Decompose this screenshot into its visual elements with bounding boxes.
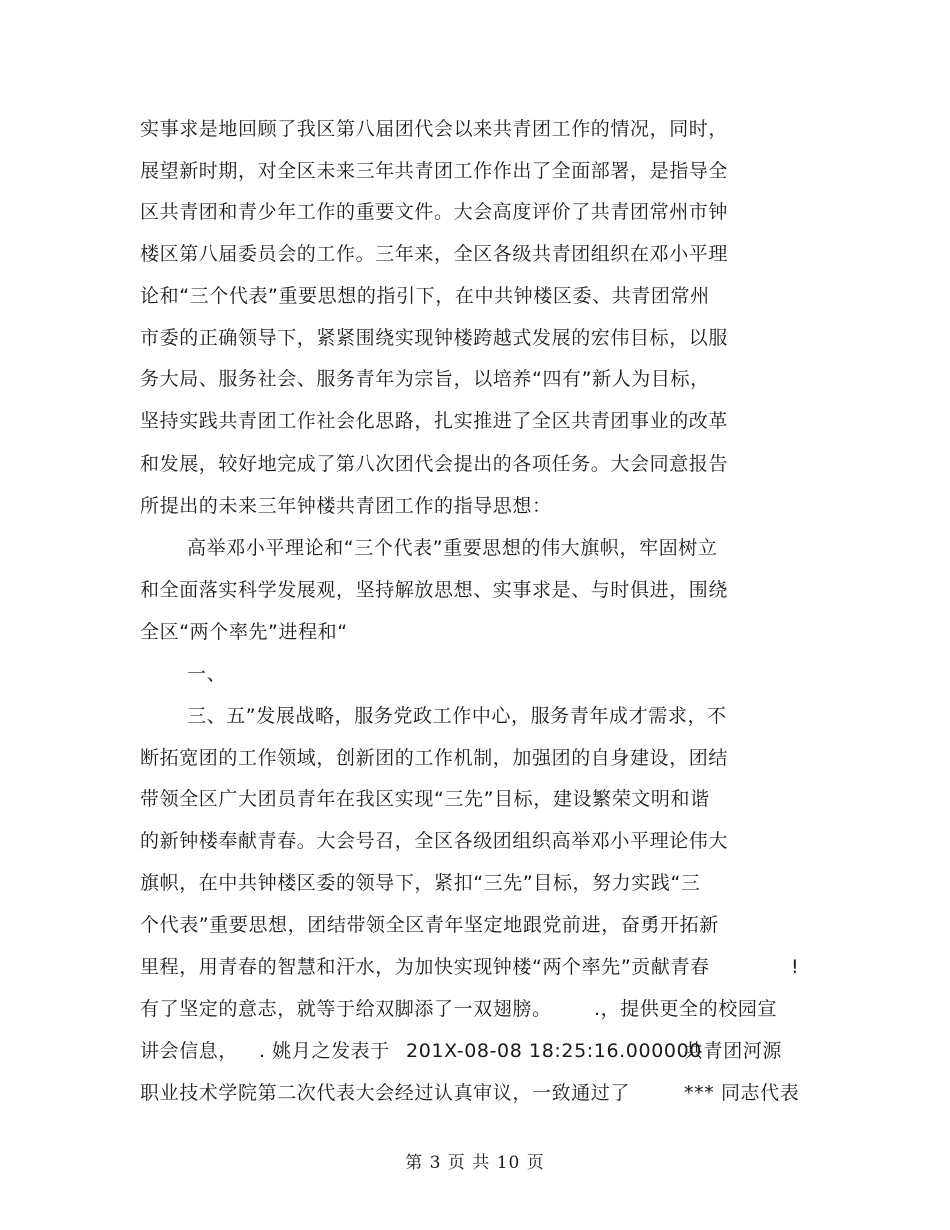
body-line-23: 讲会信息， — [140, 1040, 239, 1062]
body-line-16: 断拓宽团的工作领域，创新团的工作机制，加强团的自身建设，团结 — [140, 747, 729, 769]
body-line-15: 三、五”发展战略，服务党政工作中心，服务青年成才需求，不 — [187, 705, 727, 727]
body-line-10: 所提出的未来三年钟楼共青团工作的指导思想： — [140, 495, 552, 517]
body-line-22-tail: .，提供更全的校园宣 — [594, 998, 778, 1020]
body-line-11: 高举邓小平理论和“三个代表”重要思想的伟大旗帜，牢固树立 — [187, 537, 718, 559]
body-line-17: 带领全区广大团员青年在我区实现“三先”目标，建设繁荣文明和谐 — [140, 788, 710, 810]
body-line-3: 区共青团和青少年工作的重要文件。大会高度评价了共青团常州市钟 — [140, 201, 729, 223]
page-footer: 第 3 页 共 10 页 — [405, 1153, 545, 1173]
body-line-21: 里程，用青春的智慧和汗水，为加快实现钟楼“两个率先”贡献青春 — [140, 956, 710, 978]
body-line-2: 展望新时期，对全区未来三年共青团工作作出了全面部署，是指导全 — [140, 160, 729, 182]
body-line-18: 的新钟楼奉献青春。大会号召，全区各级团组织高举邓小平理论伟大 — [140, 830, 729, 852]
body-line-23-author: . 姚月之发表于 — [259, 1040, 390, 1062]
body-line-20: 个代表”重要思想，团结带领全区青年坚定地跟党前进，奋勇开拓新 — [140, 914, 719, 936]
body-line-13: 全区“两个率先”进程和“ — [140, 621, 348, 643]
body-line-23-tail: 共青团河源 — [684, 1040, 783, 1062]
body-line-23-timestamp: 201X-08-08 18:25:16.000000 — [406, 1040, 702, 1062]
exclamation-mark: ! — [791, 956, 800, 978]
body-line-6: 市委的正确领导下，紧紧围绕实现钟楼跨越式发展的宏伟目标，以服 — [140, 327, 729, 349]
body-line-24-tail: *** 同志代表 — [684, 1082, 800, 1104]
body-line-7: 务大局、服务社会、服务青年为宗旨，以培养“四有”新人为目标， — [140, 368, 710, 390]
body-line-9: 和发展，较好地完成了第八次团代会提出的各项任务。大会同意报告 — [140, 453, 729, 475]
body-line-4: 楼区第八届委员会的工作。三年来，全区各级共青团组织在邓小平理 — [140, 243, 729, 265]
body-line-19: 旗帜，在中共钟楼区委的领导下，紧扣“三先”目标，努力实践“三 — [140, 872, 701, 894]
body-line-5: 论和“三个代表”重要思想的指引下，在中共钟楼区委、共青团常州 — [140, 285, 710, 307]
body-line-12: 和全面落实科学发展观，坚持解放思想、实事求是、与时俱进，围绕 — [140, 579, 729, 601]
body-line-1: 实事求是地回顾了我区第八届团代会以来共青团工作的情况，同时， — [140, 118, 729, 140]
body-line-8: 坚持实践共青团工作社会化思路，扎实推进了全区共青团事业的改革 — [140, 410, 729, 432]
body-line-22: 有了坚定的意志，就等于给双脚添了一双翅膀。 — [140, 998, 552, 1020]
body-line-24: 职业技术学院第二次代表大会经过认真审议，一致通过了 — [140, 1082, 631, 1104]
body-line-14: 一、 — [187, 663, 227, 685]
